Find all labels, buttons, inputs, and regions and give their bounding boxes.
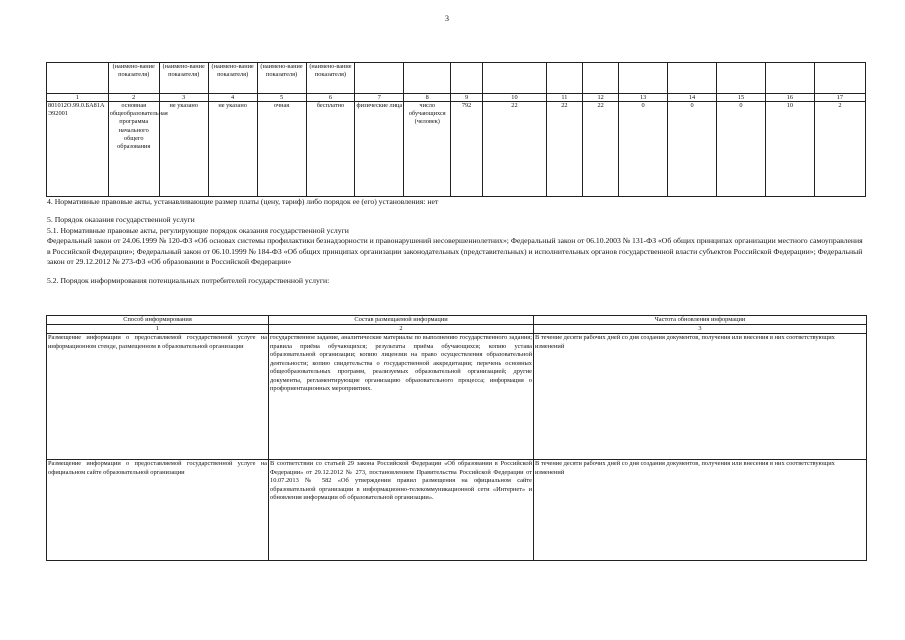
column-number: 5 — [257, 94, 306, 102]
cell: 22 — [546, 102, 582, 197]
table-row — [47, 102, 866, 197]
cell: бесплатно — [306, 102, 355, 197]
content-cell: В соответствии со статьей 29 закона Российской Федерации «Об образовании в Российской Федерации» от 29.12.2012 № 273, постановлением Правительства Российской Федерации от 10.07.2013 № 582 «Об утверждении правил размещения на официальном сайте образовательной организации в информационно-телекоммуникационной сети «Интернет» и обновления информации об образовательной организации». — [269, 460, 534, 561]
frequency-cell: В течение десяти рабочих дней со дня создания документов, получения или внесения в них соответствующих изменений — [534, 334, 867, 460]
header-cell: (наимено-вание показателя) — [257, 63, 306, 94]
registry-number: 801012О.99.0.БА81АЭ92001 — [47, 102, 109, 197]
cell: физические лица — [355, 102, 404, 197]
cell: 22 — [583, 102, 619, 197]
column-number: 15 — [717, 94, 766, 102]
cell: 0 — [717, 102, 766, 197]
header-cell: (наимено-вание показателя) — [108, 63, 159, 94]
cell: 2 — [814, 102, 865, 197]
header-cell — [47, 63, 109, 94]
column-number-row — [47, 94, 866, 102]
header-cell — [546, 63, 582, 94]
header-cell: (наимено-вание показателя) — [208, 63, 257, 94]
cell: 0 — [668, 102, 717, 197]
header-cell — [483, 63, 547, 94]
header-cell — [765, 63, 814, 94]
page-number: 3 — [445, 14, 449, 23]
column-number: 13 — [619, 94, 668, 102]
header-cell — [814, 63, 865, 94]
cell: не указано — [159, 102, 208, 197]
section-title: 5. Порядок оказания государственной услуги — [47, 215, 195, 224]
cell: число обучающихся (человек) — [404, 102, 451, 197]
table-row — [47, 460, 867, 561]
header-cell — [583, 63, 619, 94]
column-number: 17 — [814, 94, 865, 102]
cell: 10 — [765, 102, 814, 197]
header-cell — [619, 63, 668, 94]
column-number: 8 — [404, 94, 451, 102]
method-cell: Размещение информации о предоставляемой государственной услуге на официальном сайте образовательной организации — [47, 460, 269, 561]
column-number: 1 — [47, 94, 109, 102]
cell: 22 — [483, 102, 547, 197]
header-cell — [717, 63, 766, 94]
header-cell — [355, 63, 404, 94]
table-row — [47, 334, 867, 460]
column-number: 16 — [765, 94, 814, 102]
header-cell — [404, 63, 451, 94]
header-cell: (наимено-вание показателя) — [306, 63, 355, 94]
informing-table — [46, 315, 867, 561]
subsection-title: 5.1. Нормативные правовые акты, регулирующие порядок оказания государственной услуги — [47, 225, 349, 235]
fee-acts-paragraph: 4. Нормативные правовые акты, устанавливающие размер платы (цену, тариф) либо порядок ее (его) установления: нет — [47, 197, 439, 206]
column-number: 7 — [355, 94, 404, 102]
cell: не указано — [208, 102, 257, 197]
column-number: 1 — [47, 325, 269, 334]
column-number: 2 — [269, 325, 534, 334]
cell: 0 — [619, 102, 668, 197]
service-procedure-section — [47, 215, 867, 286]
program-name: основная общеобразовательная программа начального общего образования — [108, 102, 159, 197]
header-cell: Способ информирования — [47, 316, 269, 325]
header-cell: (наимено-вание показателя) — [159, 63, 208, 94]
column-number: 4 — [208, 94, 257, 102]
column-number-row — [47, 325, 867, 334]
column-number: 2 — [108, 94, 159, 102]
column-number: 3 — [159, 94, 208, 102]
header-cell — [668, 63, 717, 94]
header-cell: Состав размещаемой информации — [269, 316, 534, 325]
method-cell: Размещение информации о предоставляемой государственной услуге на информационном стенде, размещенном в образовательной организации — [47, 334, 269, 460]
service-volume-table — [46, 62, 866, 197]
column-number: 9 — [451, 94, 483, 102]
column-number: 11 — [546, 94, 582, 102]
header-cell: Частота обновления информации — [534, 316, 867, 325]
column-number: 12 — [583, 94, 619, 102]
header-cell — [451, 63, 483, 94]
frequency-cell: В течение десяти рабочих дней со дня создания документов, получения или внесения в них соответствующих изменений — [534, 460, 867, 561]
column-number: 3 — [534, 325, 867, 334]
subsection-title: 5.2. Порядок информирования потенциальных потребителей государственной услуги: — [47, 275, 330, 285]
header-row — [47, 316, 867, 325]
cell: очная — [257, 102, 306, 197]
column-number: 6 — [306, 94, 355, 102]
laws-list: Федеральный закон от 24.06.1999 № 120-ФЗ «Об основах системы профилактики безнадзорности и правонарушений несовершеннолетних»; Федеральный закон от 06.10.2003 № 131-ФЗ «Об общих принципах организации местного самоуправления в Российской Федерации»; Федеральный закон от 06.10.1999 № 184-ФЗ «Об общих принципах организации законодательных (представительных) и исполнительных органов государственной власти субъектов Российской Федерации»; Федеральный закон от 29.12.2012 № 273-ФЗ «Об образовании в Российской Федерации» — [47, 236, 863, 266]
header-row — [47, 63, 866, 94]
cell: 792 — [451, 102, 483, 197]
content-cell: государственное задание, аналитические материалы по выполнению государственного задания; правила приёма обучающихся; результаты приёма обучающихся; копию устава образовательной организации; копию лицензии на право осуществления образовательной деятельности; копию свидетельства о государственной аккредитации; перечень основных общеобразовательных программ, реализуемых образовательной организацией; другие документы, регламентирующие организацию образовательного процесса; информация о профориентационных мероприятиях. — [269, 334, 534, 460]
column-number: 14 — [668, 94, 717, 102]
column-number: 10 — [483, 94, 547, 102]
